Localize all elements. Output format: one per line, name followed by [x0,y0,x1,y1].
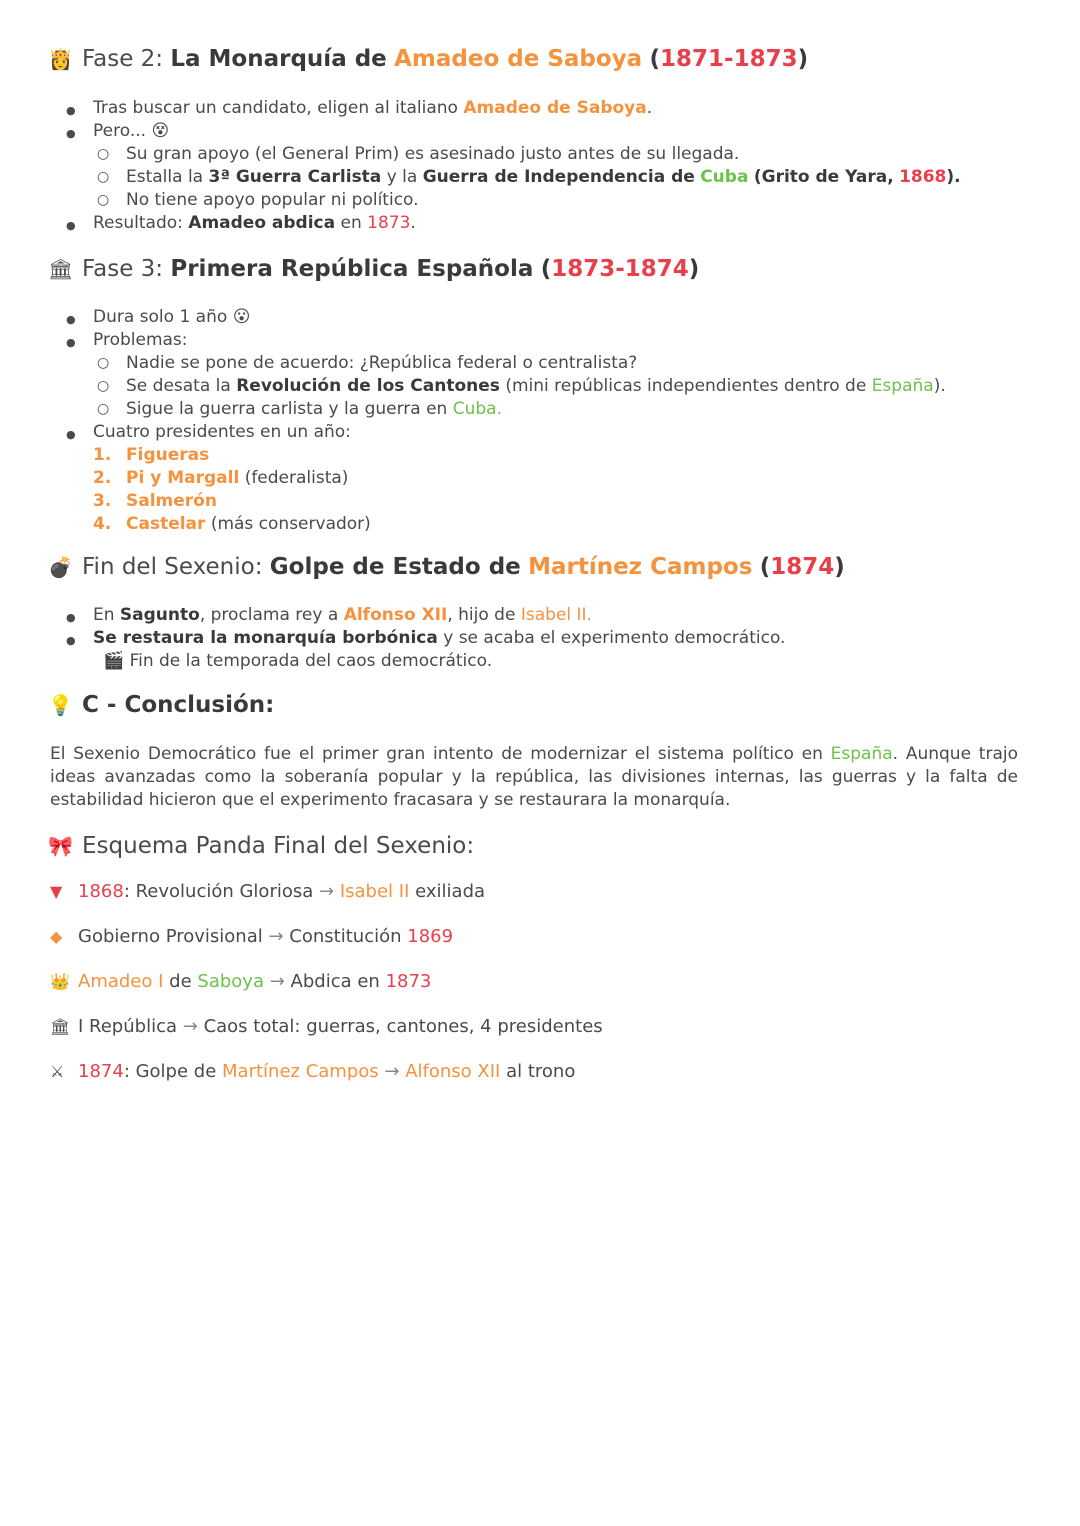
heading-fase-3: 🏛 Fase 3: Primera República Española (1873-1874) [48,256,700,282]
diamond-icon: ◆ [50,927,63,946]
list-item: ○ Nadie se pone de acuerdo: ¿República federal o centralista? [93,352,1040,375]
list-item: ● En Sagunto, proclama rey a Alfonso XII, hijo de Isabel II. [60,604,1040,627]
crossed-swords-icon: ⚔ [50,1062,65,1081]
list-item: ● Pero... 😵 ○ Su gran apoyo (el General Prim) es asesinado justo antes de su llegada. ○ Estalla la 3ª Guerra Carlista y la Guerra de Independencia de Cuba (Grito de Yara, 1868). ○ No tiene apoyo popular ni político. [60,120,1040,212]
heading-fase-2: 👸 Fase 2: La Monarquía de Amadeo de Saboya (1871-1873) [48,46,809,72]
closing-note: 🎬 Fin de la temporada del caos democrático. [103,651,493,671]
list-item: ○ Sigue la guerra carlista y la guerra en Cuba. [93,398,1040,421]
heading-fin-sexenio: 💣 Fin del Sexenio: Golpe de Estado de Martínez Campos (1874) [48,554,845,580]
light-bulb-icon: 💡 [48,693,73,717]
classical-building-icon: 🏛 [50,1017,71,1036]
fase-3-sublist [93,352,1040,421]
arrow-icon: → [384,1061,400,1082]
list-item: ● Cuatro presidentes en un año: [60,421,1040,444]
ribbon-icon: 🎀 [48,834,73,858]
conclusion-paragraph: El Sexenio Democrático fue el primer gran intento de modernizar el sistema político en España. Aunque trajo ideas avanzadas como la soberanía popular y la república, las divisiones internas, las guerras y la falta de estabilidad hicieron que el experimento fracasara y se restaurara la monarquía. [50,744,1018,810]
list-item: ○ Se desata la Revolución de los Cantones (mini repúblicas independientes dentro de España). [93,375,1040,398]
schema-row-republica: 🏛 I República → Caos total: guerras, cantones, 4 presidentes [50,1016,603,1037]
list-item: 2. Pi y Margall (federalista) [93,468,349,488]
list-item: ● Resultado: Amadeo abdica en 1873. [60,212,1040,235]
fase-2-sublist [93,143,1040,212]
bomb-icon: 💣 [48,555,73,579]
heading-conclusion: 💡 C - Conclusión: [48,692,275,718]
list-item: ● Tras buscar un candidato, eligen al italiano Amadeo de Saboya. [60,97,1040,120]
list-item: ● Se restaura la monarquía borbónica y se acaba el experimento democrático. 🎬 Fin de la temporada del caos democrático. [60,627,1040,673]
fase-2-list [60,97,1040,235]
list-item: 3. Salmerón [93,491,217,511]
schema-row-gobierno: ◆ Gobierno Provisional → Constitución 1869 [50,926,454,947]
classical-building-icon: 🏛 [48,257,74,281]
list-item: 1. Figueras [93,445,210,465]
list-item: ○ Estalla la 3ª Guerra Carlista y la Guerra de Independencia de Cuba (Grito de Yara, 1868). [93,166,1040,189]
heading-schema: 🎀 Esquema Panda Final del Sexenio: [48,833,475,859]
crown-icon: 👑 [50,972,70,991]
arrow-icon: → [269,971,285,992]
fase-3-list [60,306,1040,444]
schema-row-amadeo: 👑 Amadeo I de Saboya → Abdica en 1873 [50,971,432,992]
list-item: ○ No tiene apoyo popular ni político. [93,189,1040,212]
arrow-icon: → [319,881,335,902]
schema-row-1874: ⚔ 1874: Golpe de Martínez Campos → Alfonso XII al trono [50,1061,576,1082]
arrow-icon: → [268,926,284,947]
list-item: ● Problemas: ○ Nadie se pone de acuerdo: ¿República federal o centralista? ○ Se desata la Revolución de los Cantones (mini repúblicas independientes dentro de España). ○ Sigue la guerra carlista y la guerra en Cuba. [60,329,1040,421]
arrow-icon: → [182,1016,198,1037]
dizzy-face-icon: 😵 [151,121,170,141]
fin-list [60,604,1040,673]
surprised-face-icon: 😮 [232,307,251,327]
list-item: ● Dura solo 1 año 😮 [60,306,1040,329]
clapper-board-icon: 🎬 [103,651,125,671]
schema-row-1868: ▼ 1868: Revolución Gloriosa → Isabel II exiliada [50,881,486,902]
presidents-list [93,444,371,536]
list-item: ○ Su gran apoyo (el General Prim) es asesinado justo antes de su llegada. [93,143,1040,166]
down-triangle-icon: ▼ [50,882,63,901]
list-item: 4. Castelar (más conservador) [93,514,371,534]
princess-icon: 👸 [48,47,73,71]
